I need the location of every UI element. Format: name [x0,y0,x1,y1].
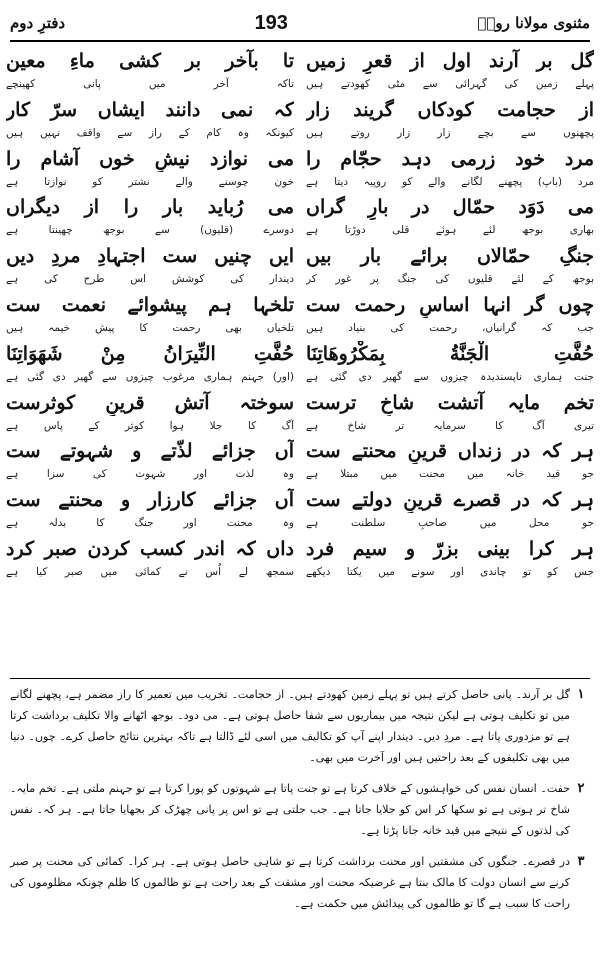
couplet [306,194,594,243]
persian-verse: تا بآخر بر کشی ماءِ معین [6,50,294,72]
couplet [306,536,594,585]
urdu-translation: دوسرے (قلیوں) سے بوجھ چھینتا ہے [6,224,294,237]
couplet [306,243,594,292]
urdu-translation: آگ کا جلا ہوا کوثر کے پاس ہے [6,419,294,432]
footnotes [10,684,592,948]
couplet [6,341,294,390]
persian-verse: ہر کہ در قصرے قرینِ دولتے ست [306,489,594,512]
urdu-translation: (اور) جہنم ہماری مرغوب چیزوں سے گھیر دی گئی ہے [6,370,294,383]
footnote [10,684,592,768]
couplet [306,97,594,146]
urdu-translation: پچھنوں سے بچے زار زار روتے ہیں [306,126,594,139]
persian-verse: می دَوَد حمّال در بارِ گراں [306,196,594,219]
persian-verse: ایں چنیں ست اجتہادِ مردِ دیں [6,245,294,268]
couplet [6,292,294,341]
persian-verse: داں کہ اندر کسب کردن صبر کرد [6,537,294,560]
urdu-translation: جو قید خانہ میں محنت میں مبتلا ہے [306,468,594,481]
footnote-text: گل بر آرند۔ پانی حاصل کرتے ہیں تو پہلے زمین کھودتے ہیں۔ از حجامت۔ تخریب میں تعمیر کا راز مضمر ہے، پچھنے لگانے میں تو تکلیف ہوتی ہے لیکن نتیجہ میں بیماریوں سے شفا حاصل ہوتی ہے۔ می دود۔ بوجھ اٹھانے والا تکلیف برداشت کرتا ہے تو مزدوری پاتا ہے۔ مردِ دیں۔ دیندار اپنے آپ کو تکالیف میں اسی لئے ڈالتا ہے تاکہ بہترین نتائج حاصل کرے۔ چوں۔ دنیا میں بھی تکلیفوں کے بعد راحتیں ہیں اور آخرت میں بھی۔ [10,688,570,764]
footnote-number: ۲ [577,780,585,795]
persian-verse: مرد خود زرمی دہد حجّام را [306,147,594,170]
persian-verse: حُفَّتِ الْجَنَّةُ بِمَكْرُوهَاتِنَا [306,342,594,365]
persian-verse: می رُباید بار را از دیگراں [6,196,294,219]
persian-verse: سوختہ آتش قرینِ کوثرست [6,391,294,414]
footnote-text: در قصرے۔ جنگوں کی مشقتیں اور محنت برداشت کرتا ہے تو شاہی حاصل ہوتی ہے۔ ہر کرا۔ کمائی کی محنت پر صبر کرنے سے انسان دولت کا مالک بنتا ہے غرضیکہ محنت اور مشقت کے بعد راحت ہے تو ظالموں کا ظلم چونکہ مظلوموں کی راحت کا سبب ہے گا تو ظالموں کی پیدائش میں حکمت ہے۔ [10,855,570,910]
couplet [306,341,594,390]
couplet [306,48,594,97]
persian-verse: کہ نمی دانند ایشاں سرّ کار [6,98,294,121]
couplet [6,438,294,487]
footnote [10,851,592,914]
couplet [6,243,294,292]
book-title: مثنوی مولانا رومؒ [477,14,590,32]
urdu-translation: سمجھ لے اُس نے کمائی میں صبر کیا ہے [6,565,294,578]
persian-verse: جنگِ حمّالاں برائے بار بیں [306,245,594,268]
urdu-translation: خون چوسنے والے نشتر کو نوازتا ہے [6,175,294,188]
verse-column-left [6,48,300,672]
urdu-translation: جس کو تو چاندی اور سونے میں یکتا دیکھے [306,565,594,578]
volume-title: دفترِ دوم [10,14,66,32]
urdu-translation: پہلے زمین کی گہرائی سے مٹی کھودتے ہیں [306,78,594,90]
persian-verse: چوں گر انہا اساسِ رحمت ست [306,293,594,316]
urdu-translation: مرد (باپ) پچھنے لگانے والے کو روپیہ دیتا ہے [306,175,594,188]
footnote [10,778,592,841]
couplet [6,194,294,243]
header-divider [10,40,590,42]
couplet [6,48,294,97]
couplet [6,390,294,439]
couplet [306,390,594,439]
urdu-translation: بوجھ کے لئے قلیوں کی جنگ پر غور کر [306,273,594,286]
persian-verse: ہر کرا بینی بزرّ و سیم فرد [306,537,594,560]
couplet [306,146,594,195]
couplet [6,146,294,195]
couplet [6,536,294,585]
persian-verse: آں جزائے کارزار و محنتے ست [6,489,294,512]
urdu-translation: جو محل میں صاحبِ سلطنت ہے [306,517,594,530]
urdu-translation: تیری آگ کا سرمایہ تر شاخ ہے [306,419,594,432]
persian-verse: آں جزائے لذّتے و شہوتے ست [6,440,294,463]
footnote-divider [10,678,590,679]
couplet [306,292,594,341]
persian-verse: حُفَّتِ النِّيرَانُ مِنْ شَهَوَاتِنَا [6,342,294,365]
footnote-number: ۱ [577,686,585,701]
persian-verse: گل بر آرند اول از قعرِ زمیں [306,50,594,72]
urdu-translation: وہ محنت اور جنگ کا بدلہ ہے [6,517,294,530]
urdu-translation: جب کہ گرانیاں، رحمت کی بنیاد ہیں [306,321,594,334]
couplet [306,438,594,487]
urdu-translation: تلخیاں بھی رحمت کا پیش خیمہ ہیں [6,321,294,334]
persian-verse: می نوازد نیشِ خوں آشام را [6,147,294,170]
urdu-translation: وہ لذت اور شہوت کی سزا ہے [6,468,294,481]
persian-verse: از حجامت کودکاں گریند زار [306,98,594,121]
couplet [306,487,594,536]
urdu-translation: جنت ہماری ناپسندیدہ چیزوں سے گھیر دی گئی ہے [306,370,594,383]
urdu-translation: بھاری بوجھ لئے ہوئے قلی دوڑتا ہے [306,224,594,237]
verse-column-right [300,48,594,672]
couplet [6,487,294,536]
couplet [6,97,294,146]
persian-verse: تلخہا ہم پیشوائے نعمت ست [6,293,294,316]
urdu-translation: تاکہ آخر میں پانی کھینچے [6,78,294,90]
urdu-translation: دیندار کی کوشش اس طرح کی ہے [6,273,294,286]
footnote-text: حفت۔ انسان نفس کی خواہشوں کے خلاف کرتا ہے تو جنت پاتا ہے شہوتوں کو پورا کرتا ہے تو جہنم ملتی ہے۔ تخم مایہ۔ شاخ تر ہوتی ہے تو سکھا کر اس کو جلایا جاتا ہے۔ جب جلتی ہے تو اس پر پانی چھڑک کر بجھایا جاتا ہے۔ ہر کہ۔ نفس کی لذتوں کے نتیجے میں قید خانہ جانا پڑتا ہے۔ [10,782,570,837]
page-header [10,6,590,40]
urdu-translation: کیونکہ وہ کام کے راز سے واقف نہیں ہیں [6,126,294,139]
page-number: 193 [254,11,288,34]
persian-verse: ہر کہ در زنداں قرینِ محنتے ست [306,440,594,463]
persian-verse: تخم مایہ آتشت شاخِ ترست [306,391,594,414]
footnote-number: ۳ [577,853,585,868]
verse-block [6,48,594,672]
